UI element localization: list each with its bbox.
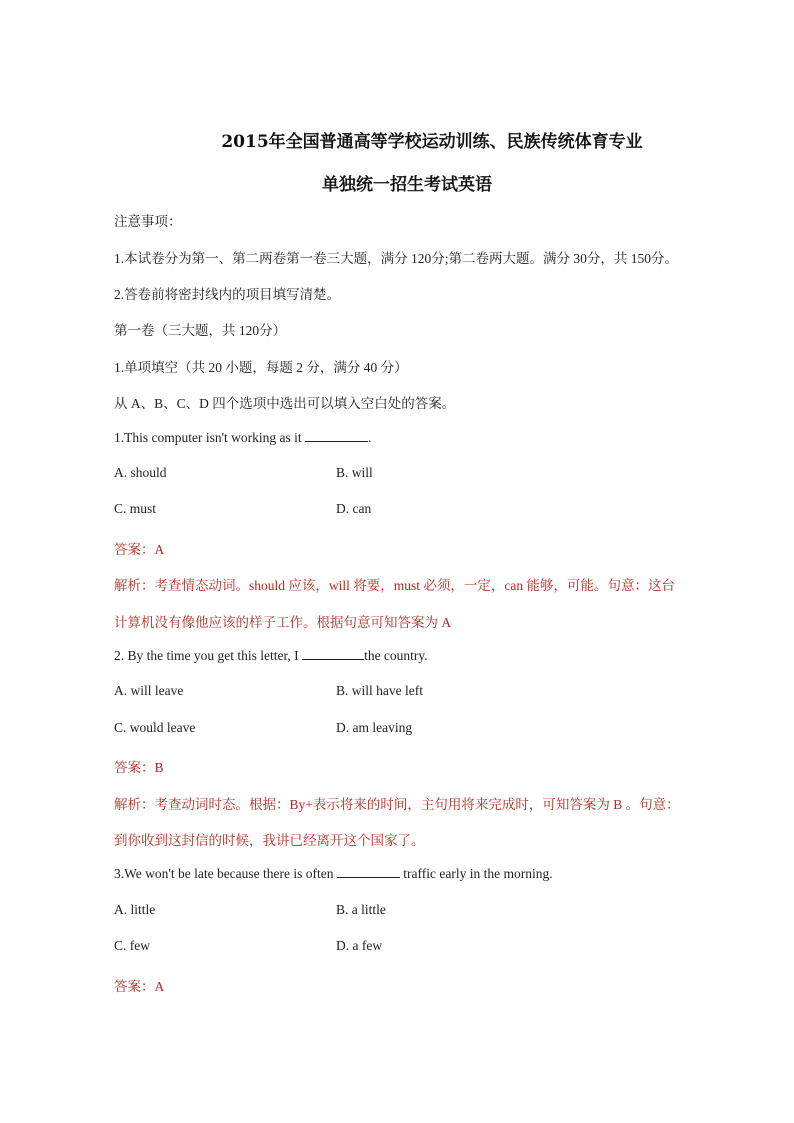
question-3-option-d: D. a few bbox=[336, 938, 383, 953]
question-1-blank bbox=[305, 429, 368, 442]
question-2-option-d: D. am leaving bbox=[336, 720, 413, 735]
question-1-answer: 答案：A bbox=[114, 542, 165, 557]
question-1-option-d: D. can bbox=[336, 501, 372, 516]
document-subtitle: 单独统一招生考试英语 bbox=[322, 175, 492, 195]
notes-item-1: 1.本试卷分为第一、第二两卷第一卷三大题，满分 120分;第二卷两大题。满分 30分，共 150分。 bbox=[114, 251, 678, 266]
question-2-blank bbox=[302, 647, 364, 660]
notes-item-2: 2.答卷前将密封线内的项目填写清楚。 bbox=[114, 287, 341, 302]
part-title: 1.单项填空（共 20 小题，每题 2 分，满分 40 分） bbox=[114, 360, 408, 375]
question-3-option-b: B. a little bbox=[336, 902, 386, 917]
question-2-stem-end: the country. bbox=[364, 648, 428, 663]
question-2-analysis-line-2: 到你收到这封信的时候，我讲已经离开这个国家了。 bbox=[114, 833, 425, 848]
question-2-analysis-line-1: 解析：考查动词时态。根据：By+表示将来的时间，主句用将来完成时，可知答案为 B 。句意： bbox=[114, 797, 680, 812]
question-3-answer: 答案：A bbox=[114, 979, 165, 994]
question-1-option-a: A. should bbox=[114, 465, 167, 480]
question-1-analysis-line-1: 解析：考查情态动词。should 应该，will 将要，must 必须，一定，can 能够，可能。句意：这台 bbox=[114, 578, 675, 593]
question-2-option-a: A. will leave bbox=[114, 683, 184, 698]
question-1-stem bbox=[114, 429, 371, 446]
question-3-blank bbox=[337, 865, 400, 878]
notes-heading: 注意事项： bbox=[114, 214, 182, 229]
question-3-stem-text: 3.We won't be late because there is often bbox=[114, 866, 337, 881]
question-1-analysis-line-2: 计算机没有像他应该的样子工作。根据句意可知答案为 A bbox=[114, 615, 452, 630]
question-2-option-b: B. will have left bbox=[336, 683, 423, 698]
question-1-stem-text: 1.This computer isn't working as it bbox=[114, 430, 306, 445]
question-2-stem-text: 2. By the time you get this letter, I bbox=[114, 648, 303, 663]
question-2-answer: 答案：B bbox=[114, 760, 164, 775]
question-1-stem-end: . bbox=[368, 430, 372, 445]
question-2-option-c: C. would leave bbox=[114, 720, 196, 735]
section-title: 第一卷（三大题，共 120分） bbox=[114, 323, 287, 338]
part-instruction: 从 A、B、C、D 四个选项中选出可以填入空白处的答案。 bbox=[114, 396, 456, 411]
question-1-option-c: C. must bbox=[114, 501, 157, 516]
question-3-option-a: A. little bbox=[114, 902, 156, 917]
question-2-stem bbox=[114, 647, 428, 664]
question-3-stem-end: traffic early in the morning. bbox=[399, 866, 553, 881]
question-3-option-c: C. few bbox=[114, 938, 150, 953]
question-1-option-b: B. will bbox=[336, 465, 373, 480]
question-3-stem bbox=[114, 865, 553, 882]
document-title: 2015年全国普通高等学校运动训练、民族传统体育专业 bbox=[221, 132, 643, 152]
